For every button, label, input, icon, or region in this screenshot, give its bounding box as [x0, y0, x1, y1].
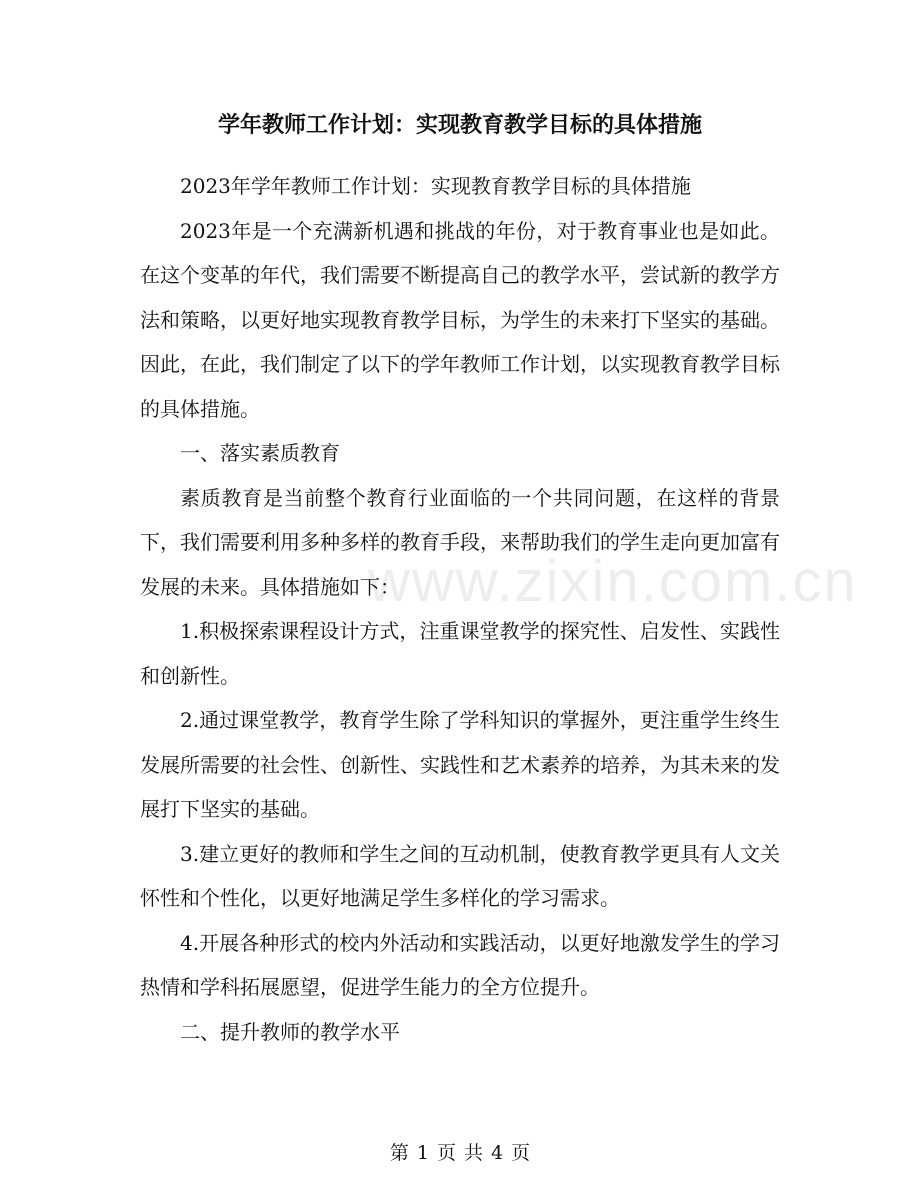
footer-suffix: 页 — [511, 1142, 531, 1164]
footer-total-pages: 4 — [491, 1142, 504, 1164]
footer-current-page: 1 — [416, 1142, 429, 1164]
list-item-1: 1.积极探索课程设计方式，注重课堂教学的探究性、启发性、实践性和创新性。 — [140, 619, 780, 688]
list-item-3: 3.建立更好的教师和学生之间的互动机制，使教育教学更具有人文关怀性和个性化，以更好地满足学生多样化的学习需求。 — [140, 841, 780, 910]
document-body — [140, 164, 780, 1054]
list-item-4: 4.开展各种形式的校内外活动和实践活动，以更好地激发学生的学习热情和学科拓展愿望，促进学生能力的全方位提升。 — [140, 930, 780, 999]
section-heading-2: 二、提升教师的教学水平 — [180, 1019, 400, 1044]
paragraph-intro: 2023年是一个充满新机遇和挑战的年份，对于教育事业也是如此。在这个变革的年代，我们需要不断提高自己的教学水平，尝试新的教学方法和策略，以更好地实现教育教学目标，为学生的未来打下坚实的基础。因此，在此，我们制定了以下的学年教师工作计划，以实现教育教学目标的具体措施。 — [140, 218, 780, 421]
list-item-2: 2.通过课堂教学，教育学生除了学科知识的掌握外，更注重学生终生发展所需要的社会性、创新性、实践性和艺术素养的培养，为其未来的发展打下坚实的基础。 — [140, 708, 780, 821]
footer-prefix: 第 — [389, 1142, 409, 1164]
document-title: 学年教师工作计划：实现教育教学目标的具体措施 — [217, 113, 702, 138]
footer-total-prefix: 共 — [464, 1142, 484, 1164]
paragraph-subtitle: 2023年学年教师工作计划：实现教育教学目标的具体措施 — [180, 174, 691, 198]
paragraph-section-1: 素质教育是当前整个教育行业面临的一个共同问题，在这样的背景下，我们需要利用多种多样的教育手段，来帮助我们的学生走向更加富有发展的未来。具体措施如下： — [140, 485, 780, 599]
section-heading-1: 一、落实素质教育 — [180, 441, 340, 465]
footer-page-word: 页 — [436, 1142, 456, 1164]
watermark: www.zixin.com.cn — [368, 549, 858, 614]
page-footer — [0, 1138, 920, 1168]
